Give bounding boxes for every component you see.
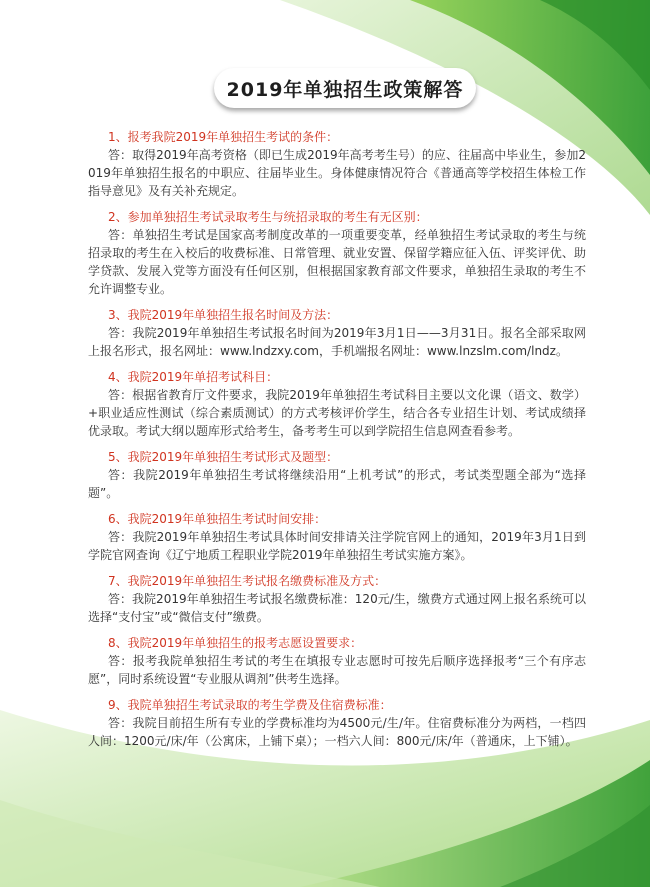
answer-3: 答：我院2019年单独招生考试报名时间为2019年3月1日——3月31日。报名全部采取网上报名形式，报名网址：www.lndzxy.com，手机端报名网址：www.lnzslm.com/lndz。 <box>88 326 586 358</box>
question-6: 6、我院2019年单独招生考试时间安排： <box>108 512 327 526</box>
question-4: 4、我院2019年单招考试科目： <box>108 370 279 384</box>
title-banner <box>214 68 476 108</box>
qa-list <box>88 128 586 758</box>
question-9: 9、我院单独招生考试录取的考生学费及住宿费标准： <box>108 698 392 712</box>
answer-8: 答：报考我院单独招生考试的考生在填报专业志愿时可按先后顺序选择报考“三个有序志愿”，同时系统设置“专业服从调剂”供考生选择。 <box>88 654 586 686</box>
answer-2: 答：单独招生考试是国家高考制度改革的一项重要变革，经单独招生考试录取的考生与统招录取的考生在入校后的收费标准、日常管理、就业安置、保留学籍应征入伍、评奖评优、助学贷款、发展入党等方面没有任何区别，但根据国家教育部文件要求，单独招生录取的考生不允许调整专业。 <box>88 228 586 296</box>
answer-6: 答：我院2019年单独招生考试具体时间安排请关注学院官网上的通知，2019年3月1日到学院官网查询《辽宁地质工程职业学院2019年单独招生考试实施方案》。 <box>88 530 586 562</box>
question-7: 7、我院2019年单独招生考试报名缴费标准及方式： <box>108 574 387 588</box>
answer-7: 答：我院2019年单独招生考试报名缴费标准：120元/生，缴费方式通过网上报名系统可以选择“支付宝”或“微信支付”缴费。 <box>88 592 586 624</box>
question-5: 5、我院2019年单独招生考试形式及题型： <box>108 450 339 464</box>
answer-4: 答：根据省教育厅文件要求，我院2019年单独招生考试科目主要以文化课（语文、数学）+职业适应性测试（综合素质测试）的方式考核评价学生，结合各专业招生计划、考试成绩择优录取。考试大纲以题库形式给考生，备考考生可以到学院招生信息网查看参考。 <box>88 388 586 438</box>
answer-1: 答：取得2019年高考资格（即已生成2019年高考考生号）的应、往届高中毕业生，参加2019年单独招生报名的中职应、往届毕业生。身体健康情况符合《普通高等学校招生体检工作指导意见》及有关补充规定。 <box>88 148 586 198</box>
question-2: 2、参加单独招生考试录取考生与统招录取的考生有无区别： <box>108 210 428 224</box>
page-title: 2019年单独招生政策解答 <box>226 78 464 101</box>
question-1: 1、报考我院2019年单独招生考试的条件： <box>108 130 339 144</box>
question-3: 3、我院2019年单独招生报名时间及方法： <box>108 308 339 322</box>
answer-5: 答：我院2019年单独招生考试将继续沿用“上机考试”的形式，考试类型题全部为“选择题”。 <box>88 468 586 500</box>
question-8: 8、我院2019年单独招生的报考志愿设置要求： <box>108 636 363 650</box>
answer-9: 答：我院目前招生所有专业的学费标准均为4500元/生/年。住宿费标准分为两档，一档四人间：1200元/床/年（公寓床，上铺下桌）；一档六人间：800元/床/年（普通床，上下铺）。 <box>88 716 586 748</box>
